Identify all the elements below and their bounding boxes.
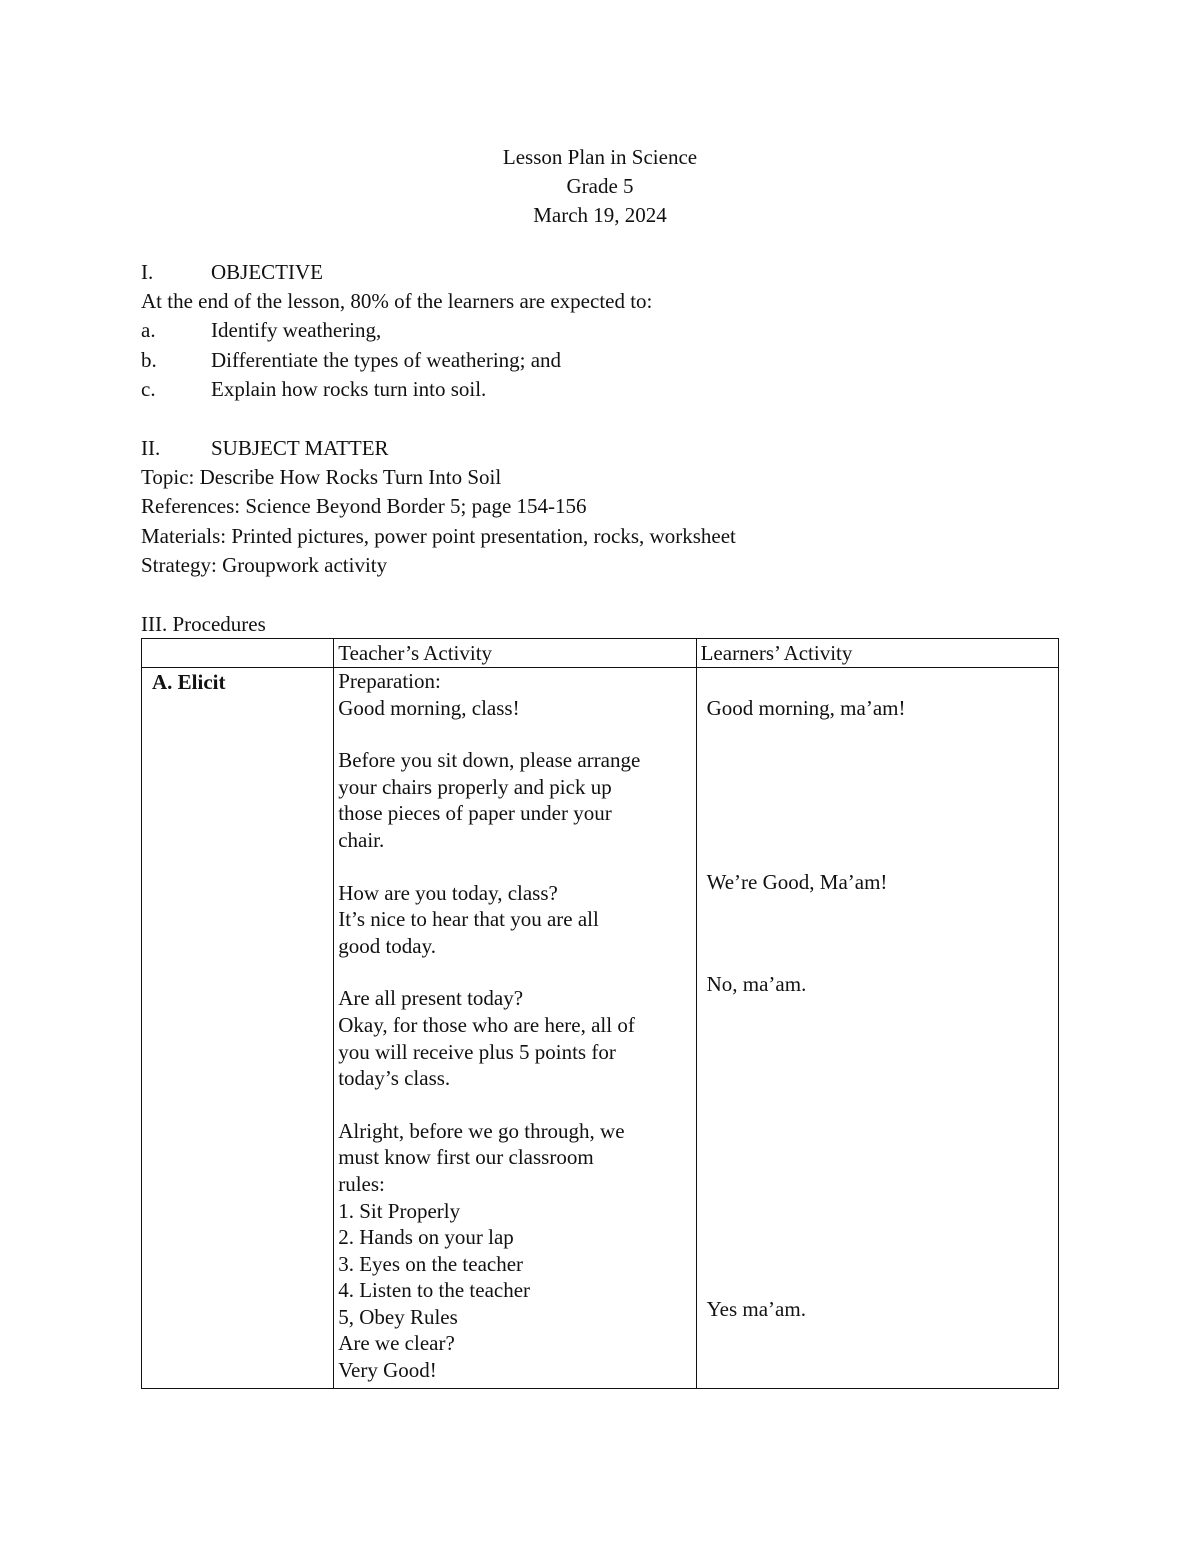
objective-section <box>141 258 1061 404</box>
learner-response: Good morning, ma’am! <box>706 696 906 720</box>
learner-response: Yes ma’am. <box>706 1297 806 1321</box>
objective-intro: At the end of the lesson, 80% of the learners are expected to: <box>141 289 653 314</box>
teacher-line: today’s class. <box>338 1066 451 1091</box>
section-heading: SUBJECT MATTER <box>211 436 389 460</box>
learners-activity-cell <box>696 668 1058 1389</box>
stage-label: A. Elicit <box>142 668 334 1389</box>
rule-item: 3. Eyes on the teacher <box>338 1251 524 1276</box>
item-letter: a. <box>141 318 156 343</box>
procedures-table <box>141 638 1059 1389</box>
teacher-line: Good morning, class! <box>338 695 520 720</box>
teacher-line: Preparation: <box>338 669 441 693</box>
rule-item: 4. Listen to the teacher <box>338 1278 531 1303</box>
teacher-line: How are you today, class? <box>338 880 558 905</box>
column-header-teacher: Teacher’s Activity <box>334 639 696 668</box>
teacher-line: good today. <box>338 933 436 958</box>
teacher-line: rules: <box>338 1171 385 1196</box>
item-text: Explain how rocks turn into soil. <box>211 376 487 401</box>
teacher-line: your chairs properly and pick up <box>338 774 612 799</box>
teacher-line: Okay, for those who are here, all of <box>338 1012 635 1037</box>
column-header-stage <box>142 639 334 668</box>
lesson-date: March 19, 2024 <box>533 203 667 227</box>
topic-line: Topic: Describe How Rocks Turn Into Soil <box>141 465 502 490</box>
document-title: Lesson Plan in Science <box>502 145 698 169</box>
teacher-line: Are all present today? <box>338 986 524 1011</box>
teacher-activity-cell <box>334 668 696 1389</box>
learner-response: No, ma’am. <box>706 972 807 996</box>
teacher-line: must know first our classroom <box>338 1145 594 1170</box>
item-letter: b. <box>141 347 157 372</box>
strategy-line: Strategy: Groupwork activity <box>141 552 388 577</box>
teacher-line: Very Good! <box>338 1358 437 1383</box>
item-text: Differentiate the types of weathering; and <box>211 347 562 372</box>
section-number: I. <box>141 260 154 284</box>
references-line: References: Science Beyond Border 5; page 154-156 <box>141 494 587 519</box>
teacher-line: Before you sit down, please arrange <box>338 748 641 773</box>
rule-item: 1. Sit Properly <box>338 1198 461 1223</box>
teacher-line: Alright, before we go through, we <box>338 1118 625 1143</box>
teacher-line: you will receive plus 5 points for <box>338 1039 616 1064</box>
item-letter: c. <box>141 376 156 401</box>
subject-matter-section <box>141 434 1061 580</box>
objective-item <box>141 316 1061 345</box>
column-header-learners: Learners’ Activity <box>696 639 1058 668</box>
item-text: Identify weathering, <box>211 318 382 343</box>
rule-item: 5, Obey Rules <box>338 1304 458 1329</box>
learner-response: We’re Good, Ma’am! <box>706 870 888 894</box>
document-header <box>0 143 1200 230</box>
subject-matter-heading <box>141 434 1061 463</box>
objective-item <box>141 346 1061 375</box>
rule-item: 2. Hands on your lap <box>338 1225 514 1250</box>
objective-item <box>141 375 1061 404</box>
section-number: II. <box>141 436 161 460</box>
materials-line: Materials: Printed pictures, power point presentation, rocks, worksheet <box>141 523 736 548</box>
grade-level: Grade 5 <box>566 174 634 198</box>
objective-heading <box>141 258 1061 287</box>
teacher-line: those pieces of paper under your <box>338 801 612 826</box>
table-row <box>142 668 1059 1389</box>
section-heading: OBJECTIVE <box>211 260 323 284</box>
teacher-line: Are we clear? <box>338 1331 455 1356</box>
table-header-row <box>142 639 1059 668</box>
procedures-heading: III. Procedures <box>141 612 266 636</box>
teacher-line: It’s nice to hear that you are all <box>338 907 599 932</box>
teacher-line: chair. <box>338 827 385 852</box>
